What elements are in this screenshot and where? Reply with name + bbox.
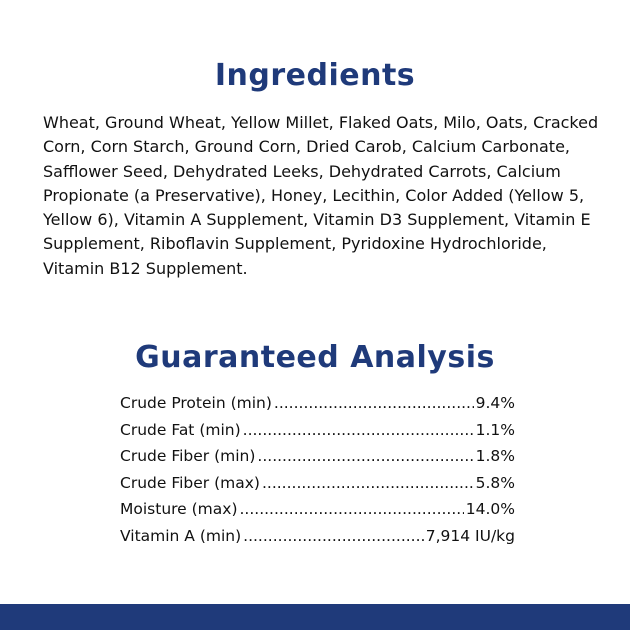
analysis-row-value: 5.8%	[475, 473, 515, 492]
analysis-row-crude-fiber-max	[120, 474, 515, 501]
ingredients-list-text: Wheat, Ground Wheat, Yellow Millet, Flaked Oats, Milo, Oats, Cracked Corn, Corn Starch, Ground Corn, Dried Carob, Calcium Carbonate, Safflower Seed, Dehydrated Leeks, Dehydrated Carrots, Calcium Propionate (a Preservative), Honey, Lecithin, Color Added (Yellow 5, Yellow 6), Vitamin A Supplement, Vitamin D3 Supplement, Vitamin E Supplement, Riboflavin Supplement, Pyridoxine Hydrochloride, Vitamin B12 Supplement.	[43, 113, 599, 278]
guaranteed-analysis-table	[120, 394, 515, 553]
analysis-row-value: 7,914 IU/kg	[425, 526, 515, 545]
dot-leader	[240, 500, 464, 518]
dot-leader	[274, 394, 474, 412]
dot-leader	[257, 447, 473, 465]
dot-leader	[243, 421, 474, 439]
analysis-row-label: Moisture (max)	[120, 500, 238, 518]
analysis-row-value: 9.4%	[475, 394, 515, 412]
analysis-row-label: Vitamin A (min)	[120, 526, 242, 545]
analysis-row-label: Crude Fat (min)	[120, 420, 241, 439]
analysis-row-crude-protein-min	[120, 394, 515, 421]
analysis-row-crude-fat-min	[120, 421, 515, 448]
dot-leader	[243, 527, 424, 545]
analysis-row-moisture-max	[120, 500, 515, 527]
analysis-row-label: Crude Protein (min)	[120, 394, 272, 412]
ingredients-heading: Ingredients	[214, 58, 416, 93]
analysis-row-label: Crude Fiber (min)	[120, 447, 256, 465]
dot-leader	[262, 474, 474, 492]
analysis-row-value: 1.1%	[475, 420, 515, 439]
analysis-row-label: Crude Fiber (max)	[120, 473, 260, 492]
analysis-row-value: 14.0%	[465, 500, 515, 518]
analysis-row-value: 1.8%	[475, 447, 515, 465]
guaranteed-analysis-heading: Guaranteed Analysis	[135, 340, 495, 375]
analysis-row-vitamin-a-min	[120, 527, 515, 554]
footer-color-band	[0, 604, 630, 630]
analysis-row-crude-fiber-min	[120, 447, 515, 474]
